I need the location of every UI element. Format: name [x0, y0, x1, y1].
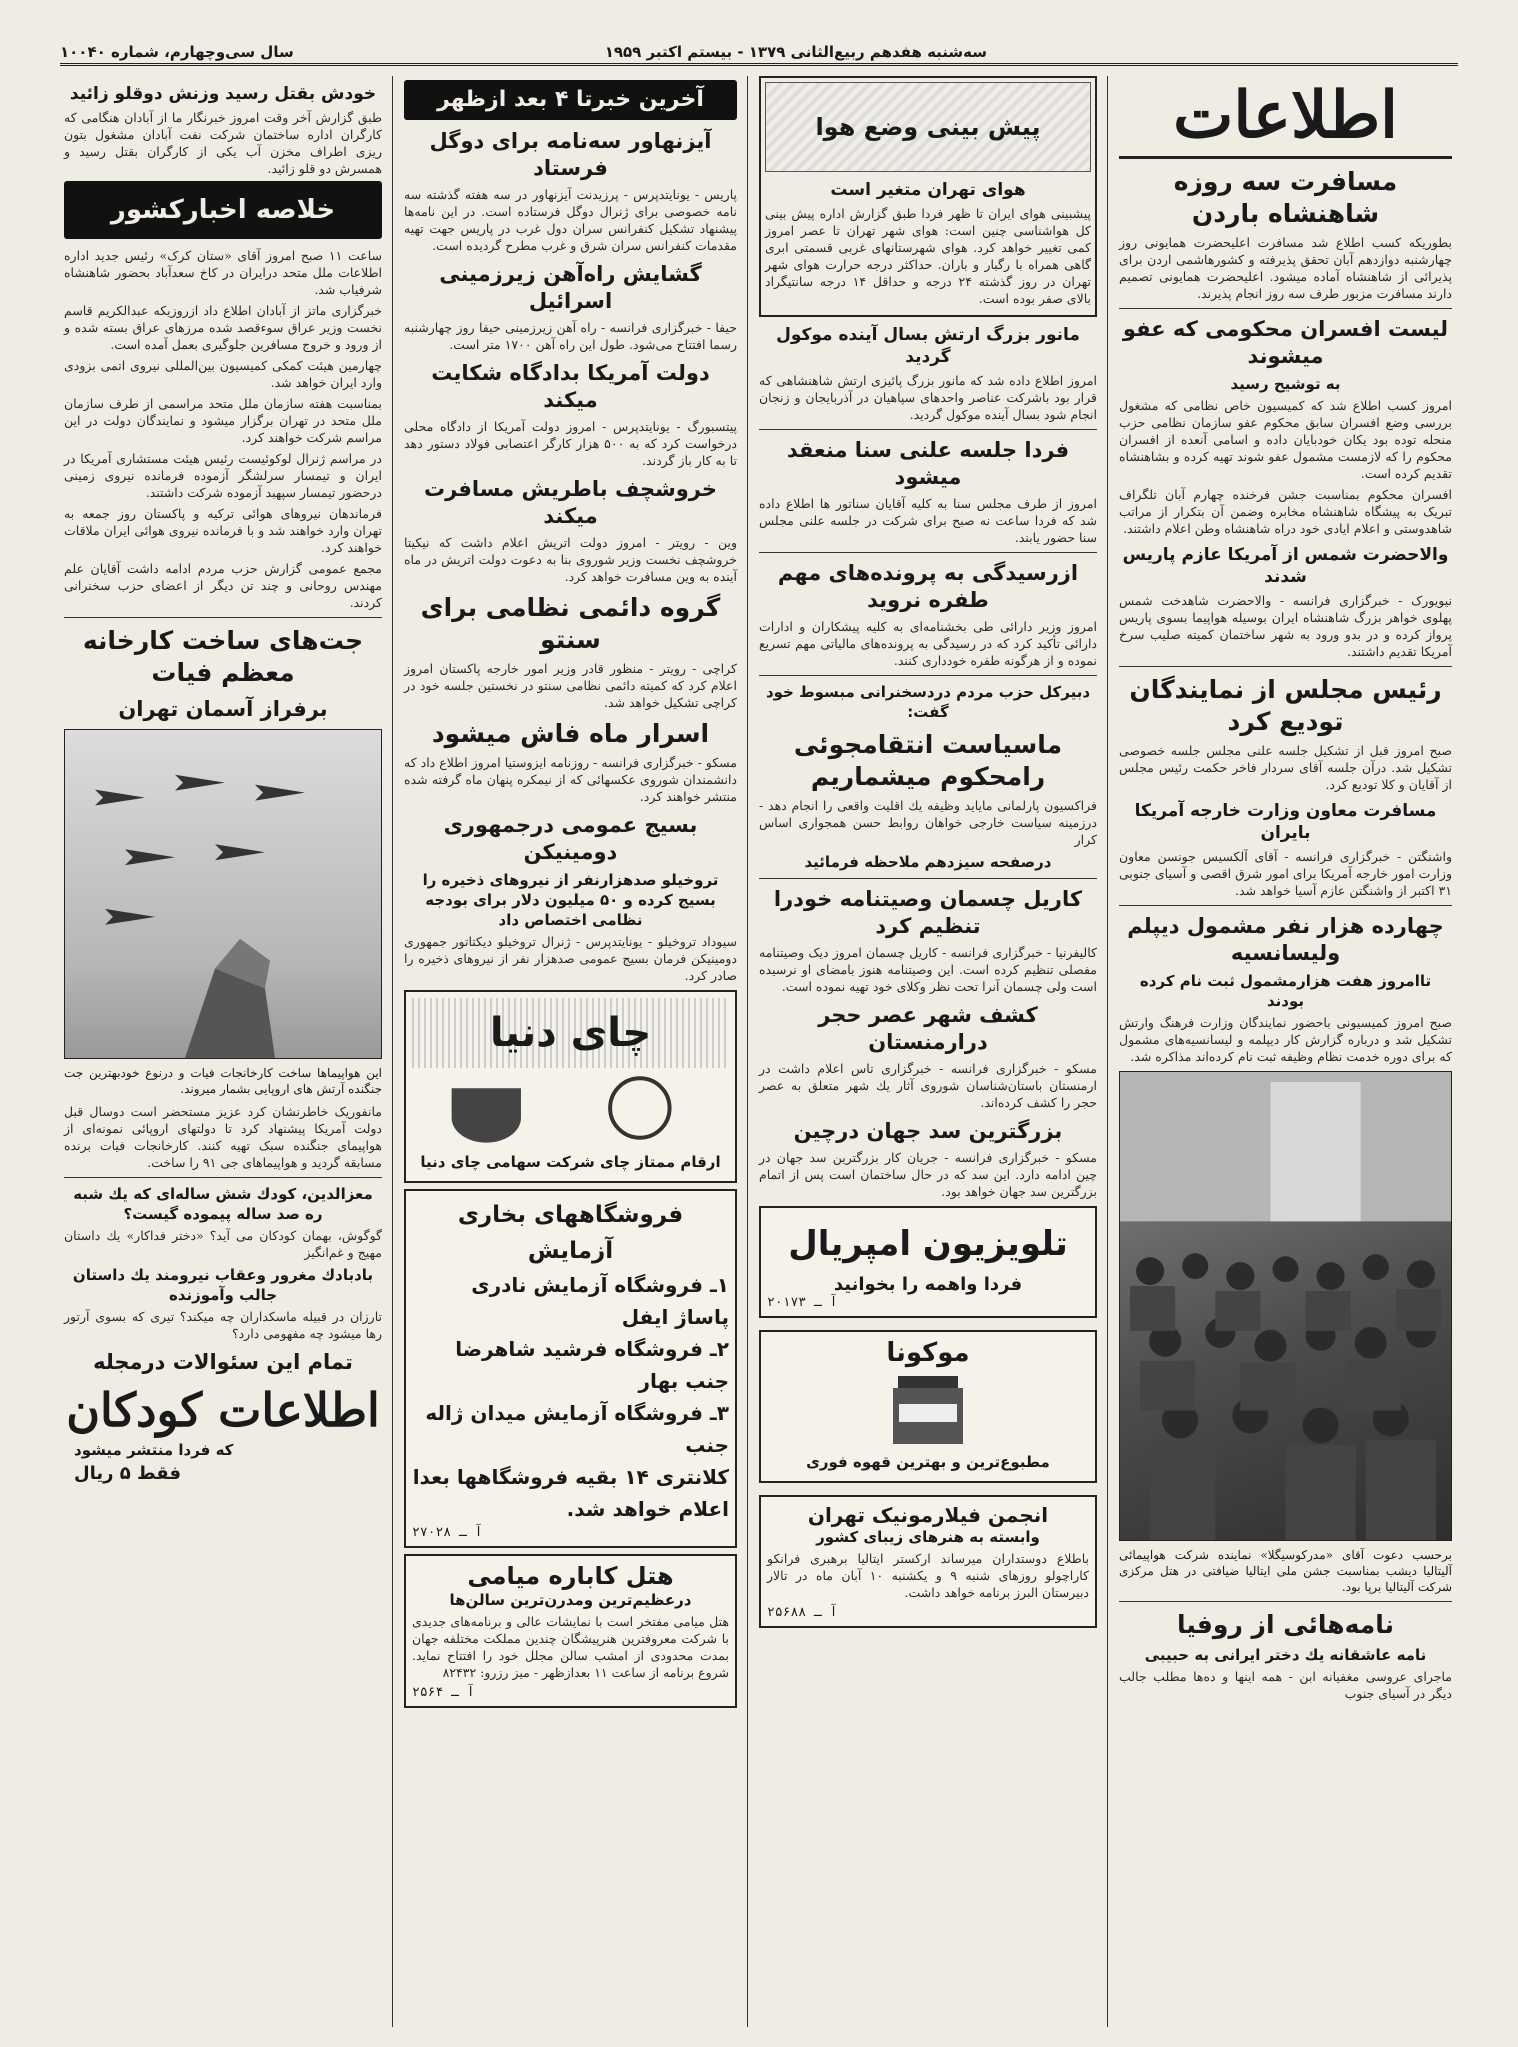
reception-photo [1119, 1071, 1452, 1541]
ad-title: فروشگاههای بخاری آزمایش [457, 1202, 684, 1264]
article-text: امروز وزیر دارائی طی بخشنامه‌ای به کلیه پیشکاران و ادارات دارائی تأکید کرد که در رسیدگی به پرونده‌های مالیاتی مهم تسریع نموده و از هرگونه طفره خودداری کنند. [759, 619, 1097, 668]
headline-us-deputy-visit: مسافرت معاون وزارت خارجه آمریکا بایران [1134, 801, 1437, 843]
ad-text: ارقام ممتاز چای شرکت سهامی چای دنیا [420, 1153, 721, 1171]
heater-shops-ad [404, 1189, 737, 1548]
kids-magazine-title: اطلاعات کودکان [66, 1383, 380, 1437]
article-text: امروز کسب اطلاع شد که کمیسیون خاص نظامی که مشغول بررسی وضع افسران سابق محکوم عفو سازمان نظامی حزب منحله توده بود یکان خودبایان داده و اسامی آنعده از افسران محکوم را که لازمست مشمول عفو شوند تهیه کرده و بشاهنشاه تقدیم کرده است. [1119, 398, 1452, 481]
kids-magazine-release: که فردا منتشر میشود [74, 1441, 234, 1459]
headline-moon-secrets: اسرار ماه فاش میشود [431, 719, 710, 748]
column-2 [753, 76, 1103, 2027]
headline-us-court: دولت آمریکا بدادگاه شکایت میکند [431, 361, 710, 412]
ad-text: هتل میامی مفتخر است با نمایشات عالی و برنامه‌های جدیدی با شرکت معروفترین هنرپیشگان چندین مملکت مختلفه جهان بمدت محدودی از امشب سالن مجلل خود را افتتاح نماید. شروع برنامه از ساعت ۱۱ بعدازظهر - میز رزرو: ۸۲۴۳۲ [412, 1614, 729, 1680]
imperial-tv-ad [759, 1206, 1097, 1318]
headline-princess-shams: والاحضرت شمس از آمریکا عازم پاریس شدند [1122, 545, 1449, 587]
ad-title: هتل کاباره میامی [467, 1562, 674, 1590]
column-3 [398, 76, 743, 2027]
article-text: پیتسبورگ - یونایتدپرس - امروز دولت آمریکا از دادگاه محلی درخواست کرد که به ۵۰۰ هزار کارگر اعتصابی فولاد دستور دهد تا به کار باز گردند. [404, 419, 737, 468]
kids-teaser-cta: تمام این سئوالات درمجله [93, 1350, 353, 1374]
article-text: کراچی - رویتر - منظور قادر وزیر امور خارجه پاکستان امروز اعلام کرد که کمیته دائمی نظامی سنتو در نخستین جلسه خود در کراچی تشکیل خواهد شد. [404, 661, 737, 710]
subheadline-tehran-sky: برفراز آسمان تهران [118, 697, 328, 721]
article-text: خبرگزاری ماتز از آبادان اطلاع داد ازروزیکه عبدالکریم قاسم نخست وزیر عراق سوءقصد شده مرزهای عراق بسته شده و از ورود و خروج مسافرین جلوگیری بعمل آمده است. [64, 303, 382, 352]
column-1 [1113, 76, 1458, 2027]
shop-list [412, 1269, 729, 1525]
headline-chessman-will: کاریل چسمان وصیتنامه خودرا تنظیم کرد [773, 887, 1083, 938]
ad-text: فردا واهمه را بخوانید [833, 1274, 1023, 1295]
article-text: وین - رویتر - امروز دولت اتریش اعلام داشت که نیکیتا خروشچف نخست وزیر شوروی بنا به دعوت دولت اتریش در ماه آینده به وین مسافرت خواهد کرد. [404, 535, 737, 584]
mocco-ad [759, 1330, 1097, 1483]
column-rule [747, 76, 748, 2027]
headline-khrushchev-austria: خروشچف باطریش مسافرت میکند [423, 477, 718, 528]
article-text: چهارمین هیئت کمکی کمیسیون بین‌المللی نیروی اتمی بزودی وارد ایران خواهد شد. [64, 358, 382, 390]
philharmonic-ad [759, 1495, 1097, 1628]
weather-text: پیشبینی هوای ایران تا ظهر فردا طبق گزارش اداره پیش بینی کل هواشناسی چنین است: هوای شهر تهران تا عصر امروز کمی تغییر خواهد کرد. هوای شهرستانهای غربی قسمتی ابری گاهی همراه با رگبار و باران. حداکثر درجه حرارت هوای شهر تهران در روز گذشته ۲۴ درجه و حداقل ۱۴ درجه سانتیگراد بالای صفر بوده است. [765, 206, 1091, 306]
headline-officers-pardon: لیست افسران محکومی که عفو میشوند [1122, 317, 1449, 368]
subheadline: تاامروز هفت هزارمشمول ثبت نام کرده بودند [1139, 972, 1432, 1010]
tea-cup-icon [412, 1068, 729, 1148]
ad-title: چای دنیا [412, 998, 729, 1068]
headline-tax-files: ازرسیدگی به پرونده‌های مهم طفره نروید [777, 561, 1079, 612]
article-text: فرماندهان نیروهای هوائی ترکیه و پاکستان روز جمعه به تهران وارد خواهند شد و با فرمانده نیروی هوائی ایران ملاقات خواهند کرد. [64, 506, 382, 555]
article-text: ماجرای عروسی مغفیانه ابن - همه اینها و ده‌ها مطلب جالب دیگر در آسیای جنوب [1119, 1669, 1452, 1701]
ad-code: آ ـ ۲۰۱۷۳ [767, 1295, 838, 1310]
headline-stone-age-city: کشف شهر عصر حجر درارمنستان [818, 1003, 1038, 1054]
column-rule [1107, 76, 1108, 2027]
subheadline: به توشیح رسید [1230, 375, 1341, 393]
article-text: ساعت ۱۱ صبح امروز آقای «ستان کرک» رئیس جدید اداره اطلاعات ملل متحد درایران در کاخ سعدآباد بحضور شاهنشاه شرفیاب شد. [64, 248, 382, 297]
donya-tea-ad [404, 990, 737, 1183]
headline-letters-russia: نامه‌هائی از روفیا [1176, 1610, 1395, 1639]
article-text: حیفا - خبرگزاری فرانسه - راه آهن زیرزمینی حیفا روز چهارشنبه رسما افتتاح می‌شود. طول این راه آهن ۱۷۰۰ متر است. [404, 320, 737, 352]
jets-photo [64, 729, 382, 1059]
headline-party-speech: ماسیاست انتقامجوئی رامحکوم میشماریم [793, 730, 1063, 791]
headline-senate-session: فردا جلسه علنی سنا منعقد میشود [786, 438, 1070, 489]
article-text: کالیفرنیا - خبرگزاری فرانسه - کاریل چسمان امروز دیک وصیتنامه مفصلی تنظیم کرده است. این وصیتنامه هنوز بامضای او نرسیده است ولی چسمان آنرا تحت نظر وکلای خود تهیه نموده است. [759, 945, 1097, 994]
weather-title: پیش بینی وضع هوا [765, 82, 1091, 172]
issue-number: سال سی‌وچهارم، شماره ۱۰۰۴۰ [60, 42, 294, 61]
editorial-kicker: دبیرکل حزب مردم دردسخنرانی مبسوط خود گفت: [765, 683, 1091, 721]
headline-china-dam: بزرگترین سد جهان درچین [793, 1119, 1063, 1143]
article-text: پاریس - یونایتدپرس - پرزیدنت آیزنهاور در سه هفته گذشته سه نامه خصوصی برای ژنرال دوگل فرستاده است. در این نامه‌ها پیشنهاد تشکیل کنفرانس سران دول غرب در پاریس جهت تهیه مقدمات کنفرانس سران شرق و غرب مطرح گردیده است. [404, 187, 737, 253]
ad-title: موکونا [886, 1338, 970, 1368]
headline-cento-group: گروه دائمی نظامی برای سنتو [420, 593, 721, 654]
column-4 [58, 76, 388, 2027]
article-text: مجمع عمومی گزارش حزب مردم ادامه داشت آقایان علم مهندس روحانی و چند تن دیگر از اعضای حزب سخنرانی کردند. [64, 561, 382, 610]
shop-list-item: ۱ـ فروشگاه آزمایش نادری پاساژ ایفل [471, 1273, 729, 1329]
article-text: صبح امروز قبل از تشکیل جلسه علنی مجلس جلسه خصوصی تشکیل شد. درآن جلسه آقای سردار فاخر حکمت رئیس مجلس از آقایان و کلا تودیع کرد. [1119, 743, 1452, 792]
kids-teaser-text: گوگوش، بهمان کودکان می آید؟ «دختر فداکار» یك داستان مهیج و غم‌انگیز [64, 1228, 382, 1260]
headline-israel-subway: گشایش راه‌آهن زیرزمینی اسرائیل [439, 262, 702, 313]
weather-box [759, 76, 1097, 317]
masthead: اطلاعات [1119, 76, 1452, 159]
ad-title: تلویزیون امپریال [788, 1224, 1068, 1264]
kids-teaser-story: بادبادك مغرور وعقاب نیرومند یك داستان جالب وآموزنده [72, 1266, 374, 1304]
ad-code: آ ـ ۲۵۶۸۸ [767, 1605, 838, 1620]
dateline-bar [60, 40, 1458, 66]
article-text: مانفوریک خاطرنشان کرد عزیز مستحضر است دوسال قبل دولت آمریکا پیشنهاد کرد تا دولتهای اروپائی نمونه‌ای از هواپیمای جنگنده سبک تهیه کنند. کارخانجات فیات برنده مسابقه گردید و هواپیماهای جی ۹۱ را ساخت. [64, 1104, 382, 1170]
shop-list-item: ۲ـ فروشگاه فرشید شاهرضا جنب بهار [455, 1337, 729, 1393]
article-text: امروز از طرف مجلس سنا به کلیه آقایان سناتور ها اطلاع داده شد که فردا ساعت نه صبح برای شرکت در جلسه علنی مجلس سنا حضور یابند. [759, 496, 1097, 545]
article-text: در مراسم ژنرال لوکوئیست رئیس هیئت مستشاری آمریکا در ایران و تیمسار سرلشگر آزموده فرمانده نیروی زمینی درحضور تیمسار سپهبد آزموده شرکت داشتند. [64, 451, 382, 500]
shop-list-item: ۳ـ فروشگاه آزمایش میدان ژاله جنب [425, 1401, 729, 1457]
headline-fiat-jets: جت‌های ساخت کارخانه معظم فیات [82, 626, 364, 687]
article-text: مسکو - خبرگزاری فرانسه - روزنامه ایزوستیا امروز اطلاع داد که دانشمندان شوروی عکسهائی که از نیمکره پنهان ماه گرفته شده منتشر خواهند کرد. [404, 755, 737, 804]
column-rule [392, 76, 393, 2027]
shop-list-item: کلانتری ۱۴ بقیه فروشگاهها بعدا اعلام خواهد شد. [412, 1465, 729, 1521]
article-text: بطوریکه کسب اطلاع شد مسافرت اعلیحضرت همایونی روز چهارشنبه دوازدهم آبان تحقق پذیرفته و کشورهاشمی اردن برای پذیرائی از شاهنشاه آماده میشود. اعلیحضرت همایونی تصمیم دارند مسافرت مزبور طرف سه روز انجام پذیرند. [1119, 235, 1452, 301]
kids-teaser-text: تارزان در قبیله ماسکداران چه میکند؟ تیری که بسوی آرتور رها میشود چه مفهومی دارد؟ [64, 1309, 382, 1341]
article-text: مسکو - خبرگزاری فرانسه - جریان کار بزرگترین سد جهان در چین ادامه دارد. این سد که در حال ساختمان است پس از اتمام بزرگترین سد جهان خواهد بود. [759, 1150, 1097, 1199]
ad-text: باطلاع دوستداران میرساند ارکستر ایتالیا برهبری فرانکو کاراچولو روزهای شنبه ۹ و یکشنبه ۱۰ آبان ماه در تالار دبیرستان البرز برنامه خواهد داشت. [767, 1551, 1089, 1600]
crowd-illustration [1120, 1072, 1451, 1540]
headline-speaker-farewell: رئیس مجلس از نمایندگان تودیع کرد [1129, 675, 1442, 736]
latest-news-banner: آخرین خبرتا ۴ بعد ازظهر [404, 80, 737, 120]
photo-caption: این هواپیماها ساخت کارخانجات فیات و درنوع خودبهترین جت جنگنده آرتش های اروپایی بشمار میروند. [64, 1066, 382, 1096]
article-text: طبق گزارش آخر وقت امروز خبرنگار ما از آبادان هنگامی که کارگران اداره ساختمان شرکت نفت آبادان مشغول بتون ریزی اطراف مخزن آب یکی از کارگران بقتل رسید و همسرش دو قلو زائید. [64, 110, 382, 176]
article-text: واشنگتن - خبرگزاری فرانسه - آقای آلکسیس جونسن معاون وزارت امور خارجه آمریکا برای امور شرق اقصی و آسیای جنوبی ۳۱ اکتبر از واشنگتن عازم آسیا خواهد شد. [1119, 849, 1452, 898]
jet-formation-illustration [65, 730, 381, 1058]
continued-note: درصفحه سیزدهم ملاحظه فرمائید [804, 853, 1052, 871]
article-text: سیوداد تروخیلو - یونایتدپرس - ژنرال تروخیلو دیکتاتور جمهوری دومینیکن فرمان بسیج عمومی صدهزار نفر از نیروهای ذخیره را صادر کرد. [404, 934, 737, 983]
ad-subtitle: وابسته به هنرهای زیبای کشور [816, 1528, 1040, 1546]
headline-eisenhower-letters: آیزنهاور سه‌نامه برای دوگل فرستاد [429, 129, 712, 180]
article-text: مسکو - خبرگزاری فرانسه - خبرگزاری تاس اعلام داشت در ارمنستان باستان‌شناسان شوروی آثار یك شهر متعلق به عصر حجر را کشف کرده‌اند. [759, 1061, 1097, 1110]
article-text: افسران محکوم بمناسبت جشن فرخنده چهارم آبان تلگراف تبریک به پیشگاه شاهنشاه مخابره وضمن آن بتکرار از مراتب شاهدوستی و اعلام ایادی خود دراه شاهنشاه وطن اعلام داشتند. [1119, 487, 1452, 536]
photo-caption: برحسب دعوت آقای «مدرکوسیگلا» نماینده شرکت هواپیمائی آلیتالیا دیشب بمناسبت جشن ملی ایتالیا ضیافتی در هتل مرکزی شرکت آلیتالیا برپا بود. [1119, 1548, 1452, 1594]
article-text: بمناسبت هفته سازمان ملل متحد مراسمی از طرف سازمان ملل متحد در تهران برگزار میشود و نمایندگان دولت در این مراسم شرکت خواهند کرد. [64, 396, 382, 445]
headline-army-maneuver: مانور بزرگ ارتش بسال آینده موکول گردید [776, 325, 1080, 367]
coffee-jar-icon [767, 1368, 1089, 1448]
subheadline: نامه عاشقانه یك دختر ایرانی به حبیبی [1144, 1646, 1427, 1664]
article-text: نیویورک - خبرگزاری فرانسه - والاحضرت شاهدخت شمس پهلوی خواهر بزرگ شاهنشاه ایران بوسیله هواپیما بسوی پاریس پرواز کرده و در بدو ورود به شهر ساختمان کمیته صلیب سرخ آمریکا تقدیم داشتند. [1119, 593, 1452, 659]
article-text: فراکسیون پارلمانی مایاید وظیفه یك اقلیت واقعی را انجام دهد - درزمینه سیاست خارجی خواهان روابط حسن همجواری اساس کرار [759, 798, 1097, 847]
weather-headline: هوای تهران متغیر است [830, 180, 1026, 200]
ad-subtitle: درعظیم‌ترین ومدرن‌ترین سالن‌ها [449, 1591, 692, 1609]
headline-dominican-mobilization: بسیج عمومی درجمهوری دومینیکن [443, 813, 698, 864]
national-news-summary-banner: خلاصه اخبارکشور [64, 181, 382, 239]
headline-twins: خودش بقتل رسید وزنش دوقلو زائید [69, 84, 377, 104]
subheadline: تروخیلو صدهزارنفر از نیروهای ذخیره را بسیج کرده و ۵۰ میلیون دلار برای بودجه نظامی اختصاص داد [422, 871, 719, 929]
headline-conscripts: چهارده هزار نفر مشمول دیپلم ولیسانسیه [1127, 914, 1444, 965]
ad-title: انجمن فیلارمونیک تهران [807, 1503, 1049, 1527]
miami-hotel-ad [404, 1554, 737, 1708]
headline-shah-visit: مسافرت سه روزه شاهنشاه باردن [1173, 167, 1398, 228]
kids-teaser-question: معزالدین، کودك شش ساله‌ای که یك شبه ره صد ساله پیموده گیست؟ [73, 1185, 373, 1223]
kids-magazine-price: فقط ۵ ریال [74, 1463, 182, 1484]
article-text: صبح امروز کمیسیونی باحضور نمایندگان وزارت فرهنگ وارتش تشکیل شد و درباره گزارش کار دیپلمه و لیسانسیه‌های مشمول که برای دوره خدمت نظام وظیفه ثبت نام کرده‌اند مذاکره شد. [1119, 1015, 1452, 1064]
issue-date: سه‌شنبه هفدهم ربیع‌الثانی ۱۳۷۹ - بیستم اکتبر ۱۹۵۹ [604, 42, 988, 61]
ad-code: آ ـ ۲۷۰۲۸ [412, 1525, 483, 1540]
ad-text: مطبوع‌ترین و بهترین قهوه فوری [806, 1453, 1050, 1471]
ad-code: آ ـ ۲۵۶۴ [412, 1685, 475, 1700]
article-text: امروز اطلاع داده شد که مانور بزرگ پائیزی ارتش شاهنشاهی که قرار بود باشرکت عناصر واحدهای سپاهیان در آذربایجان و زنجان انجام شود بسال آینده موکول گردید. [759, 373, 1097, 422]
